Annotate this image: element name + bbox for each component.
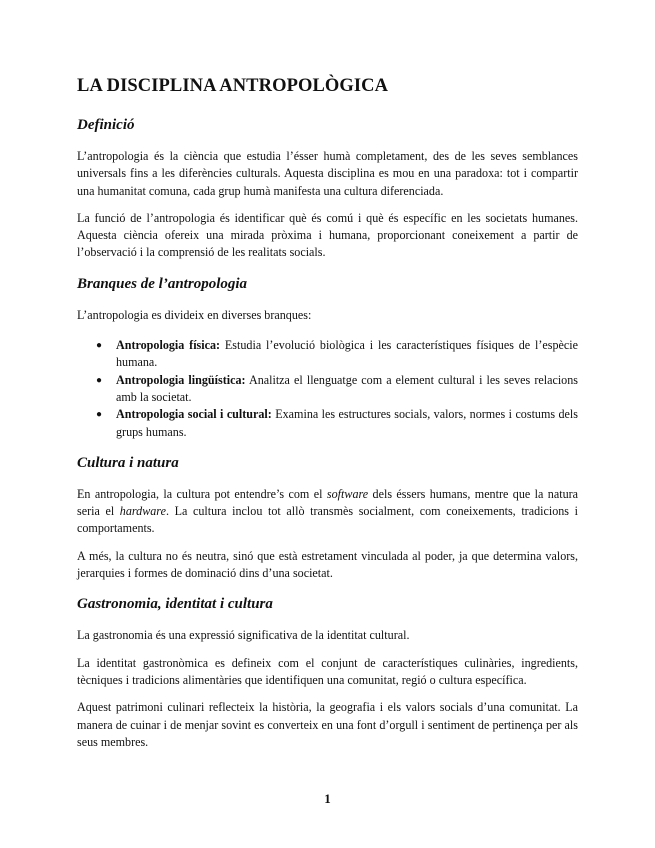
list-item [77,406,578,441]
paragraph-branques-intro: L’antropologia es divideix en diverses branques: [77,307,312,322]
paragraph-definicio-1: L’antropologia és la ciència que estudia l’ésser humà completament, des de les seves semblances universals fins a les diferències culturals. Aquesta disciplina es mou en una paradoxa: tot i compartir una humanitat comuna, cada grup humà manifesta una cultura diferenciada. [77,149,578,198]
list-item-text: Estudia l’evolució biològica i les característiques físiques de l’espècie humana. [116,338,578,370]
list-item-term: Antropologia social i cultural: [116,407,272,422]
document-title: LA DISCIPLINA ANTROPOLÒGICA [77,76,389,96]
paragraph-gastronomia-3: Aquest patrimoni culinari reflecteix la història, la geografia i els valors socials d’una comunitat. La manera de cuinar i de menjar sovint es converteix en una font d’orgull i sentiment de pertinença per als seus membres. [77,700,578,749]
heading-branques: Branques de l’antropologia [77,275,248,292]
list-item [77,372,578,407]
paragraph-gastronomia-2: La identitat gastronòmica es defineix com el conjunt de característiques culinàries, ingredients, tècniques i tradicions alimentàries que identifiquen una comunitat, regió o cultura específica. [77,655,578,687]
paragraph-gastronomia-1: La gastronomia és una expressió significativa de la identitat cultural. [77,628,410,643]
paragraph-cultura-1 [77,486,578,538]
list-item-text: Analitza el llenguatge com a element cultural i les seves relacions amb la societat. [116,372,578,404]
list-item-term: Antropologia física: [116,338,221,353]
page-number: 1 [324,791,331,806]
emphasis-hardware: hardware [119,504,166,519]
text-run: En antropologia, la cultura pot entendre’s com el [77,486,327,501]
list-item-term: Antropologia lingüística: [116,372,246,387]
list-item [77,337,578,372]
paragraph-definicio-2: La funció de l’antropologia és identificar què és comú i què és específic en les societats humanes. Aquesta ciència ofereix una mirada pròxima i humana, proporcionant coneixement a partir de l’observació i la comprensió de les realitats socials. [77,210,578,260]
paragraph-cultura-2: A més, la cultura no és neutra, sinó que està estretament vinculada al poder, ja que determina valors, jerarquies i formes de dominació dins d’una societat. [77,548,578,581]
text-run: . La cultura inclou tot allò transmès socialment, com coneixements, tradicions i comportaments. [77,504,578,536]
branques-list [77,337,578,441]
heading-cultura: Cultura i natura [77,454,179,471]
heading-gastronomia: Gastronomia, identitat i cultura [77,596,273,613]
emphasis-software: software [326,486,369,501]
text-run: dels éssers humans, mentre que la natura seria el [77,486,579,519]
bullet-icon: ● [96,374,103,386]
list-item-text: Examina les estructures socials, valors, normes i costums dels grups humans. [116,407,578,439]
heading-definicio: Definició [77,117,135,133]
bullet-icon: ● [96,409,103,421]
bullet-icon: ● [96,340,103,352]
